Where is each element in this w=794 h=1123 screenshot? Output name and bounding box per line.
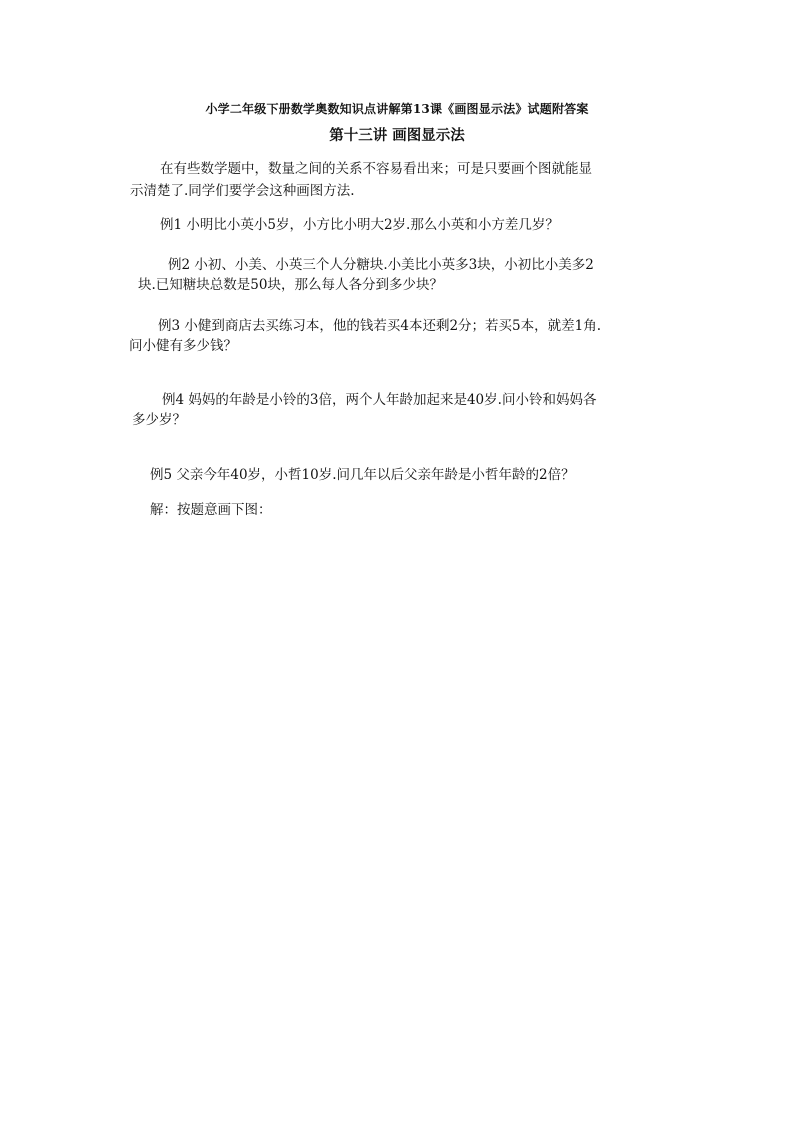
example-1-line-1: 例1 小明比小英小5岁，小方比小明大2岁.那么小英和小方差几岁？ bbox=[160, 217, 559, 233]
solution-line-1: 解：按题意画下图： bbox=[150, 502, 272, 518]
intro-line-2: 示清楚了.同学们要学会这种画图方法. bbox=[130, 183, 355, 199]
example-5-line-1: 例5 父亲今年40岁，小哲10岁.问几年以后父亲年龄是小哲年龄的2倍？ bbox=[150, 467, 575, 483]
example-3-line-1: 例3 小健到商店去买练习本，他的钱若买4本还剩2分；若买5本，就差1角. bbox=[158, 318, 602, 334]
example-2-line-1: 例2 小初、小美、小英三个人分糖块.小美比小英多3块，小初比小美多2 bbox=[168, 257, 594, 273]
intro-line-1: 在有些数学题中，数量之间的关系不容易看出来；可是只要画个图就能显 bbox=[160, 161, 592, 177]
example-4-line-1: 例4 妈妈的年龄是小铃的3倍，两个人年龄加起来是40岁.问小铃和妈妈各 bbox=[162, 392, 597, 408]
example-2-line-2: 块.已知糖块总数是50块，那么每人各分到多少块？ bbox=[138, 277, 443, 293]
lesson-title: 第十三讲 画图显示法 bbox=[329, 127, 465, 144]
document-header-title: 小学二年级下册数学奥数知识点讲解第13课《画图显示法》试题附答案 bbox=[205, 102, 589, 116]
example-4-line-2: 多少岁？ bbox=[132, 412, 186, 428]
example-3-line-2: 问小健有多少钱？ bbox=[129, 338, 237, 354]
